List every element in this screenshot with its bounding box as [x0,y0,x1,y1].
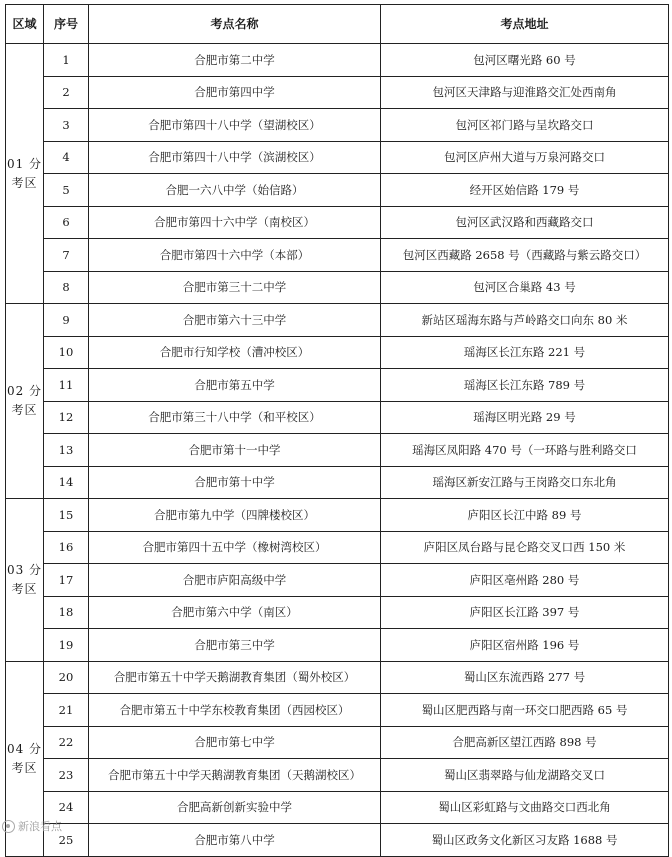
site-address-cell: 包河区天津路与迎淮路交汇处西南角 [381,76,669,109]
site-name-cell: 合肥市第六十三中学 [89,304,381,337]
table-row [6,531,669,564]
table-row [6,44,669,77]
table-header-row [6,5,669,44]
row-number-cell: 19 [44,629,89,662]
site-address-cell: 蜀山区肥西路与南一环交口肥西路 65 号 [381,694,669,727]
site-address-cell: 瑶海区新安江路与王岗路交口东北角 [381,466,669,499]
row-number-cell: 20 [44,661,89,694]
watermark [2,818,62,834]
row-number-cell: 17 [44,564,89,597]
region-label-line2: 考区 [11,175,38,190]
table-row [6,466,669,499]
site-name-cell: 合肥市第九中学（四牌楼校区） [89,499,381,532]
region-label-line1: 03 分 [6,562,43,577]
row-number-cell: 1 [44,44,89,77]
site-name-cell: 合肥高新创新实验中学 [89,791,381,824]
site-name-cell: 合肥市第三十二中学 [89,271,381,304]
site-name-cell: 合肥市第七中学 [89,726,381,759]
site-address-cell: 蜀山区彩虹路与文曲路交口西北角 [381,791,669,824]
table-row [6,759,669,792]
row-number-cell: 2 [44,76,89,109]
table-row [6,141,669,174]
header-region: 区域 [6,5,44,44]
table-row [6,596,669,629]
table-row [6,661,669,694]
region-cell [6,44,44,304]
table-row [6,791,669,824]
site-name-cell: 合肥市第五十中学东校教育集团（西园校区） [89,694,381,727]
row-number-cell: 8 [44,271,89,304]
row-number-cell: 3 [44,109,89,142]
region-label-line2: 考区 [11,760,38,775]
row-number-cell: 11 [44,369,89,402]
header-site-address: 考点地址 [381,5,669,44]
region-label-line2: 考区 [11,403,38,417]
row-number-cell: 18 [44,596,89,629]
site-address-cell: 瑶海区明光路 29 号 [381,401,669,434]
site-name-cell: 合肥市第八中学 [89,824,381,857]
site-name-cell: 合肥市第十中学 [89,466,381,499]
row-number-cell: 16 [44,531,89,564]
sina-logo-icon [2,820,15,833]
region-label-line1: 02 分 [6,384,43,398]
site-address-cell: 合肥高新区望江西路 898 号 [381,726,669,759]
site-address-cell: 包河区庐州大道与万泉河路交口 [381,141,669,174]
table-row [6,336,669,369]
row-number-cell: 5 [44,174,89,207]
row-number-cell: 10 [44,336,89,369]
table-row [6,564,669,597]
row-number-cell: 6 [44,206,89,239]
site-name-cell: 合肥市第四十八中学（望湖校区） [89,109,381,142]
site-address-cell: 包河区武汉路和西藏路交口 [381,206,669,239]
site-name-cell: 合肥市第五中学 [89,369,381,402]
table-row [6,369,669,402]
site-name-cell: 合肥一六八中学（始信路） [89,174,381,207]
table-body [6,44,669,857]
site-name-cell: 合肥市第四十八中学（滨湖校区） [89,141,381,174]
region-label-line1: 01 分 [6,156,43,171]
site-address-cell: 包河区曙光路 60 号 [381,44,669,77]
row-number-cell: 7 [44,239,89,272]
row-number-cell: 15 [44,499,89,532]
site-name-cell: 合肥市行知学校（漕冲校区） [89,336,381,369]
site-name-cell: 合肥市第四中学 [89,76,381,109]
site-name-cell: 合肥市庐阳高级中学 [89,564,381,597]
header-site-name: 考点名称 [89,5,381,44]
table-row [6,76,669,109]
row-number-cell: 25 [44,824,89,857]
region-label-line1: 04 分 [6,741,43,756]
site-address-cell: 瑶海区长江东路 789 号 [381,369,669,402]
table-row [6,726,669,759]
site-name-cell: 合肥市第六中学（南区） [89,596,381,629]
table-row [6,109,669,142]
table-row [6,401,669,434]
table-row [6,239,669,272]
site-address-cell: 庐阳区长江中路 89 号 [381,499,669,532]
site-address-cell: 蜀山区东流西路 277 号 [381,661,669,694]
site-name-cell: 合肥市第十一中学 [89,434,381,467]
site-address-cell: 经开区始信路 179 号 [381,174,669,207]
site-name-cell: 合肥市第三十八中学（和平校区） [89,401,381,434]
exam-sites-table [5,4,669,857]
site-address-cell: 瑶海区长江东路 221 号 [381,336,669,369]
row-number-cell: 12 [44,401,89,434]
site-address-cell: 庐阳区长江路 397 号 [381,596,669,629]
site-address-cell: 瑶海区凤阳路 470 号（一环路与胜利路交口 [381,434,669,467]
region-cell [6,499,44,662]
site-name-cell: 合肥市第四十五中学（橡树湾校区） [89,531,381,564]
site-name-cell: 合肥市第三中学 [89,629,381,662]
site-address-cell: 庐阳区亳州路 280 号 [381,564,669,597]
row-number-cell: 23 [44,759,89,792]
table-row [6,499,669,532]
watermark-text: 新浪看点 [18,820,62,833]
table-row [6,629,669,662]
site-name-cell: 合肥市第四十六中学（本部） [89,239,381,272]
row-number-cell: 9 [44,304,89,337]
table-row [6,694,669,727]
site-address-cell: 蜀山区翡翠路与仙龙湖路交叉口 [381,759,669,792]
table-row [6,434,669,467]
site-address-cell: 庐阳区宿州路 196 号 [381,629,669,662]
row-number-cell: 22 [44,726,89,759]
site-name-cell: 合肥市第二中学 [89,44,381,77]
site-name-cell: 合肥市第五十中学天鹅湖教育集团（天鹅湖校区） [89,759,381,792]
row-number-cell: 21 [44,694,89,727]
table-row [6,304,669,337]
site-address-cell: 新站区瑶海东路与芦岭路交口向东 80 米 [381,304,669,337]
row-number-cell: 24 [44,791,89,824]
row-number-cell: 13 [44,434,89,467]
table-row [6,271,669,304]
row-number-cell: 14 [44,466,89,499]
table-row [6,206,669,239]
site-address-cell: 庐阳区凤台路与昆仑路交叉口西 150 米 [381,531,669,564]
site-name-cell: 合肥市第四十六中学（南校区） [89,206,381,239]
site-address-cell: 包河区西藏路 2658 号（西藏路与紫云路交口） [381,239,669,272]
header-number: 序号 [44,5,89,44]
table-row [6,174,669,207]
table-row [6,824,669,857]
site-name-cell: 合肥市第五十中学天鹅湖教育集团（蜀外校区） [89,661,381,694]
region-cell [6,304,44,499]
region-label-line2: 考区 [11,581,38,596]
site-address-cell: 包河区祁门路与呈坎路交口 [381,109,669,142]
row-number-cell: 4 [44,141,89,174]
site-address-cell: 包河区合巢路 43 号 [381,271,669,304]
site-address-cell: 蜀山区政务文化新区习友路 1688 号 [381,824,669,857]
